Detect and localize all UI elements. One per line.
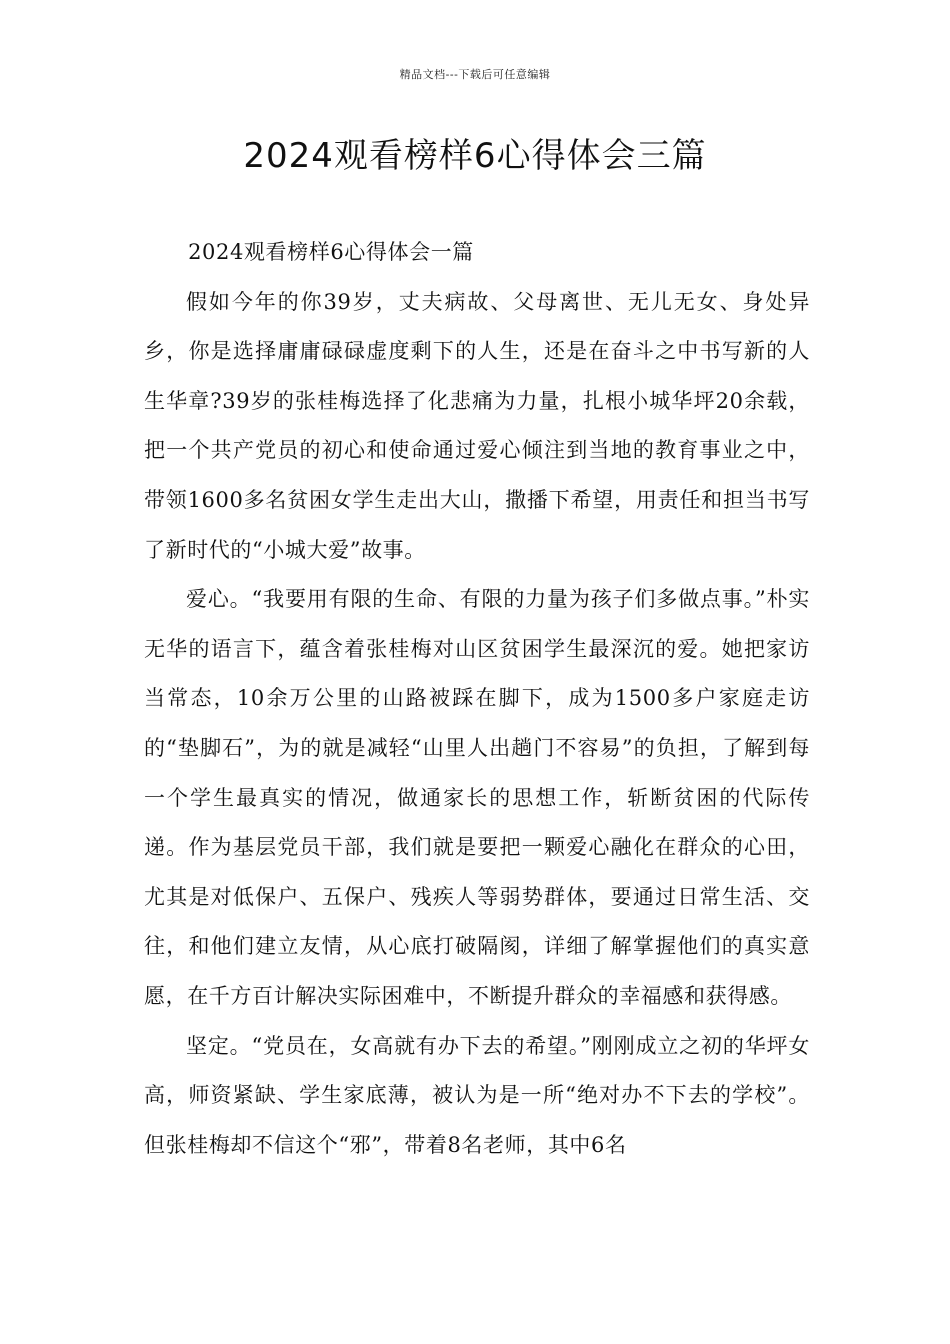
paragraph: 假如今年的你39岁，丈夫病故、父母离世、无儿无女、身处异乡，你是选择庸庸碌碌虚度剩下的人生，还是在奋斗之中书写新的人生华章?39岁的张桂梅选择了化悲痛为力量，扎根小城华坪20余载，把一个共产党员的初心和使命通过爱心倾注到当地的教育事业之中，带领1600多名贫困女学生走出大山，撒播下希望，用责任和担当书写了新时代的“小城大爱”故事。 — [144, 289, 810, 562]
paragraph: 坚定。“党员在，女高就有办下去的希望。”刚刚成立之初的华坪女高，师资紧缺、学生家底薄，被认为是一所“绝对办不下去的学校”。但张桂梅却不信这个“邪”，带着8名老师，其中6名 — [144, 1033, 810, 1157]
document-title: 2024观看榜样6心得体会三篇 — [243, 136, 707, 176]
document-body — [144, 228, 810, 1170]
header-note: 精品文档---下载后可任意编辑 — [399, 68, 551, 81]
paragraph: 爱心。“我要用有限的生命、有限的力量为孩子们多做点事。”朴实无华的语言下，蕴含着张桂梅对山区贫困学生最深沉的爱。她把家访当常态，10余万公里的山路被踩在脚下，成为1500多户家庭走访的“垫脚石”，为的就是减轻“山里人出趟门不容易”的负担，了解到每一个学生最真实的情况，做通家长的思想工作，斩断贫困的代际传递。作为基层党员干部，我们就是要把一颗爱心融化在群众的心田，尤其是对低保户、五保户、残疾人等弱势群体，要通过日常生活、交往，和他们建立友情，从心底打破隔阂，详细了解掌握他们的真实意愿，在千方百计解决实际困难中，不断提升群众的幸福感和获得感。 — [144, 587, 810, 1008]
section-heading: 2024观看榜样6心得体会一篇 — [188, 240, 474, 264]
